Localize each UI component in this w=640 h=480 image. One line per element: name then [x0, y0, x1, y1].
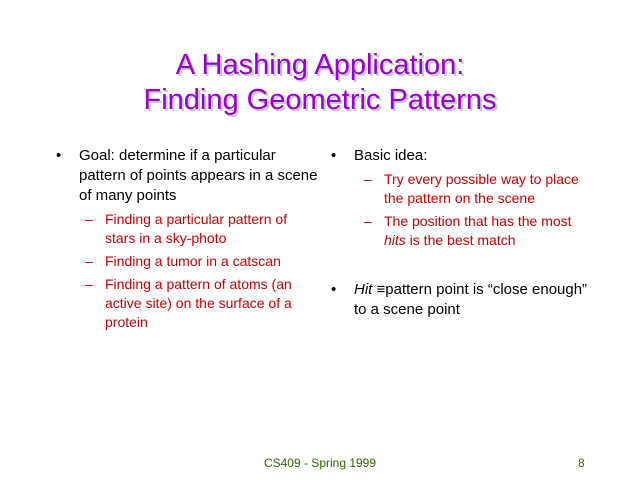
goal-text: Goal: determine if a particular pattern of points appears in a scene of many points — [79, 147, 318, 204]
basic-idea-text: Basic idea: — [354, 147, 428, 164]
dash-marker: – — [85, 211, 93, 227]
goal-bullet — [56, 146, 321, 206]
goal-subitems — [85, 210, 321, 332]
subitem-best-match — [364, 212, 591, 250]
title-line-1: A Hashing Application: — [175, 49, 465, 81]
basic-idea-bullet — [331, 146, 591, 166]
subitem-sky-photo — [85, 210, 321, 248]
page-number: 8 — [578, 456, 585, 470]
equivalence-symbol: ≡ — [372, 281, 386, 298]
hit-term: Hit — [354, 281, 373, 298]
subitem-protein — [85, 275, 321, 332]
left-column — [56, 146, 321, 332]
subitem-text-pre: The position that has the most — [384, 213, 572, 229]
subitem-text-post: is the best match — [405, 232, 516, 248]
subitem-text: Finding a pattern of atoms (an active site) on the surface of a protein — [105, 276, 292, 330]
hit-definition-bullet — [331, 280, 591, 320]
dash-marker: – — [364, 213, 372, 229]
dash-marker: – — [85, 253, 93, 269]
slide-title — [0, 48, 640, 118]
hits-emphasis: hits — [384, 232, 406, 248]
footer-course: CS409 - Spring 1999 — [263, 456, 377, 470]
bullet-marker: • — [331, 281, 337, 298]
dash-marker: – — [85, 276, 93, 292]
bullet-marker: • — [56, 147, 62, 164]
subitem-text: Try every possible way to place the pattern on the scene — [384, 171, 579, 206]
subitem-catscan — [85, 252, 321, 271]
dash-marker: – — [364, 171, 372, 187]
hit-definition-text: pattern point is “close enough” to a scene point — [354, 281, 588, 318]
subitem-try-positions — [364, 170, 591, 208]
basic-idea-subitems — [364, 170, 591, 250]
bullet-marker: • — [331, 147, 337, 164]
title-line-2: Finding Geometric Patterns — [143, 84, 497, 116]
subitem-text: Finding a tumor in a catscan — [105, 253, 281, 269]
subitem-text: Finding a particular pattern of stars in a sky-photo — [105, 211, 288, 246]
right-column — [331, 146, 591, 320]
